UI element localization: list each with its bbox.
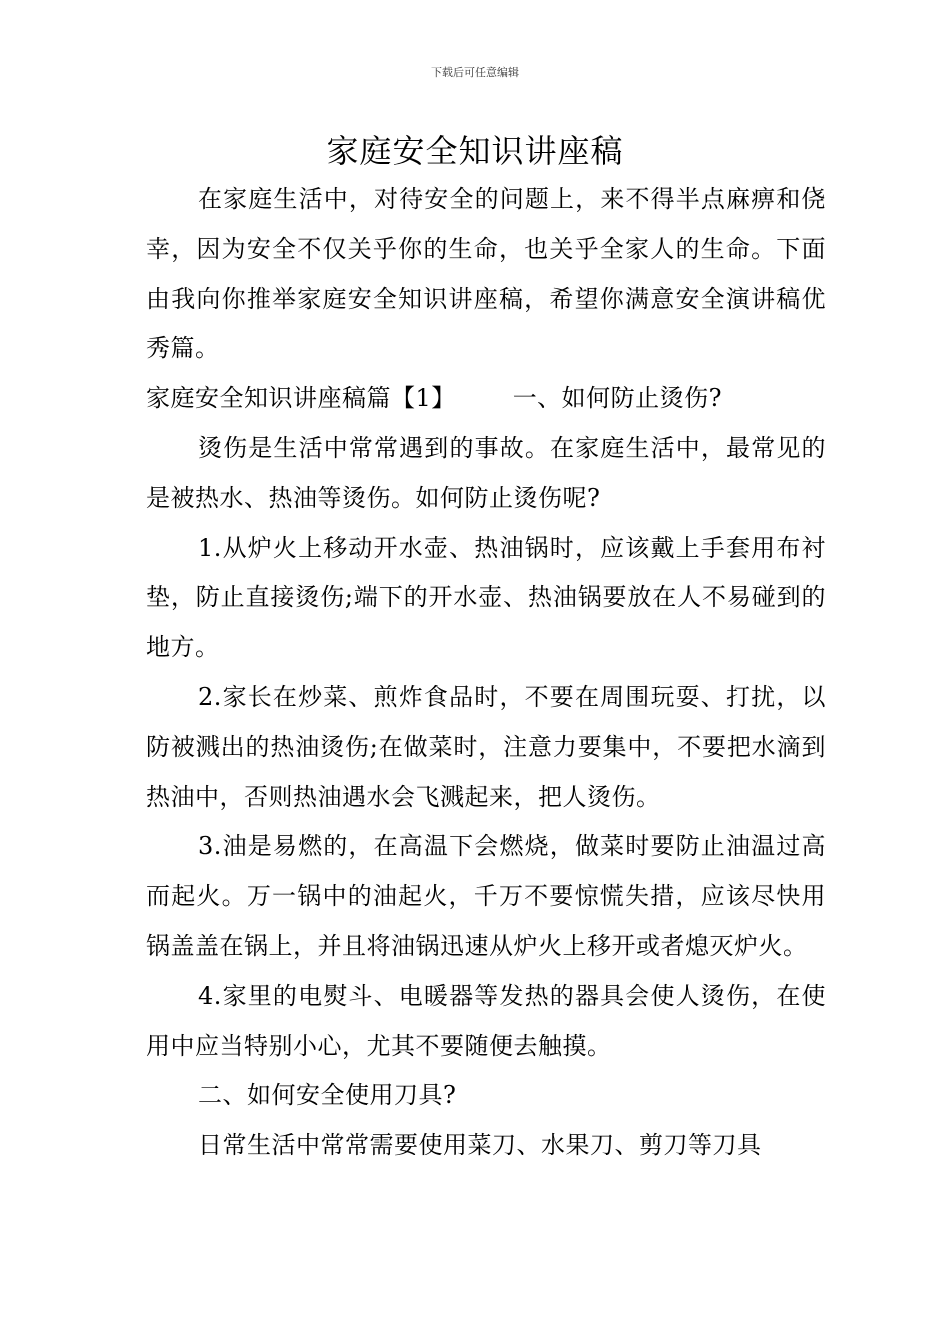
knife-intro-paragraph: 日常生活中常常需要使用菜刀、水果刀、剪刀等刀具 (198, 1131, 762, 1160)
list-item-4: 4.家里的电熨斗、电暖器等发热的器具会使人烫伤，在使用中应当特别小心，尤其不要随便去触摸。 (146, 981, 826, 1060)
section-sub-heading: 一、如何防止烫伤? (512, 384, 723, 413)
list-item-1: 1.从炉火上移动开水壶、热油锅时，应该戴上手套用布衬垫，防止直接烫伤;端下的开水壶、热油锅要放在人不易碰到的地方。 (146, 533, 826, 662)
document-title: 家庭安全知识讲座稿 (326, 132, 624, 170)
burn-intro-paragraph: 烫伤是生活中常常遇到的事故。在家庭生活中，最常见的是被热水、热油等烫伤。如何防止烫伤呢? (146, 433, 826, 512)
knife-heading: 二、如何安全使用刀具? (198, 1081, 457, 1110)
intro-paragraph: 在家庭生活中，对待安全的问题上，来不得半点麻痹和侥幸，因为安全不仅关乎你的生命，也关乎全家人的生命。下面由我向你推举家庭安全知识讲座稿，希望你满意安全演讲稿优秀篇。 (146, 185, 826, 363)
section-heading-line (146, 374, 826, 424)
list-item-2: 2.家长在炒菜、煎炸食品时，不要在周围玩耍、打扰，以防被溅出的热油烫伤;在做菜时，注意力要集中，不要把水滴到热油中，否则热油遇水会飞溅起来，把人烫伤。 (146, 682, 826, 811)
list-item-3: 3.油是易燃的，在高温下会燃烧，做菜时要防止油温过高而起火。万一锅中的油起火，千万不要惊慌失措，应该尽快用锅盖盖在锅上，并且将油锅迅速从炉火上移开或者熄灭炉火。 (146, 832, 826, 960)
section-heading: 家庭安全知识讲座稿篇【1】 (146, 384, 456, 413)
document-body (146, 175, 826, 1171)
header-note: 下载后可任意编辑 (431, 66, 519, 79)
